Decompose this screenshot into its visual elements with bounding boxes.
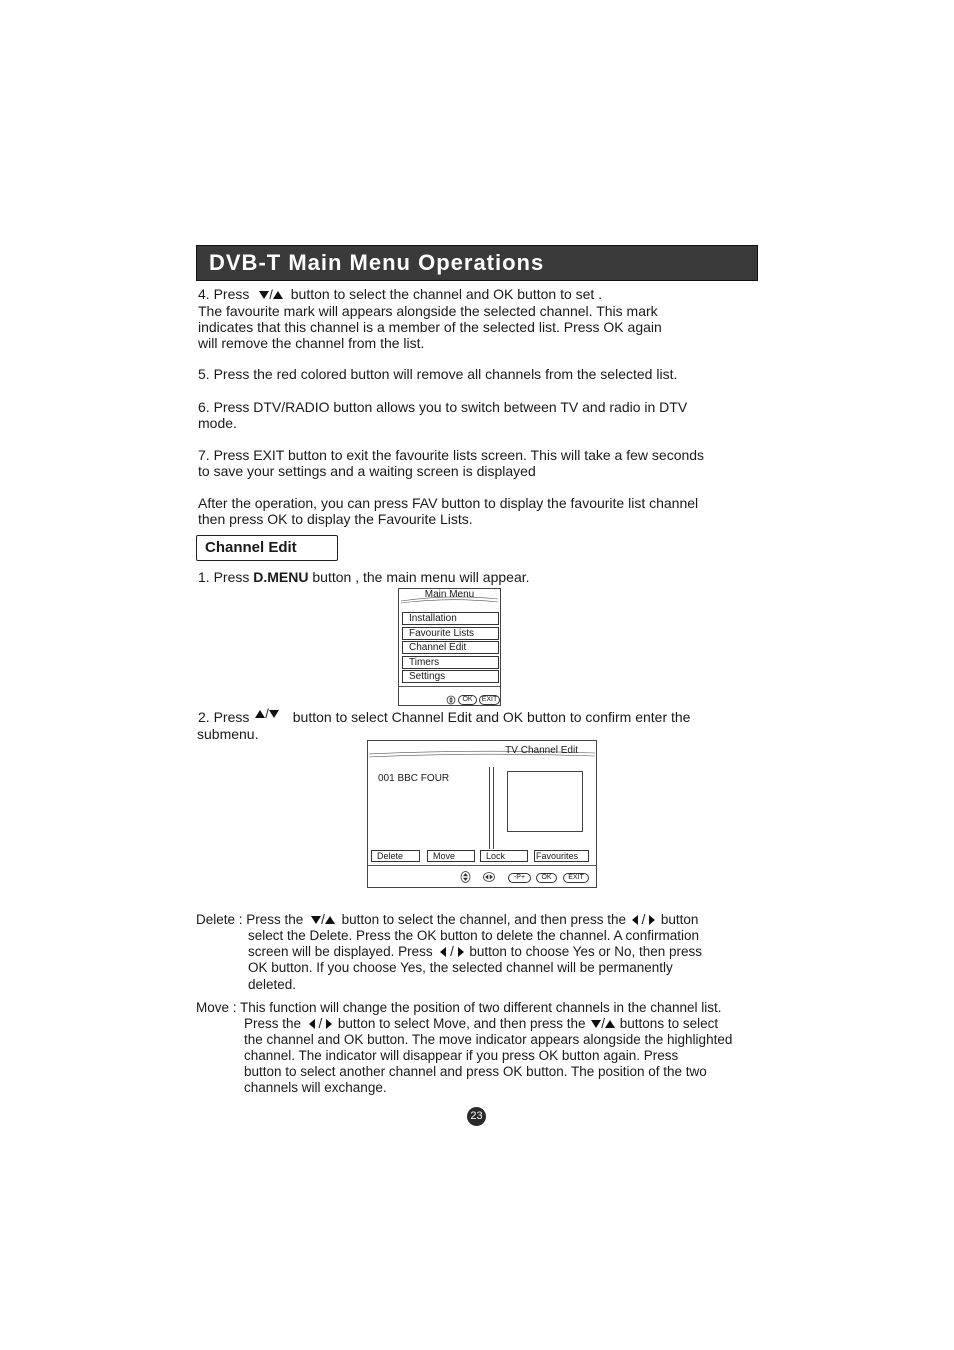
delete-text: deleted. (248, 977, 297, 992)
favourites-button[interactable] (534, 850, 589, 862)
channel-list-item[interactable]: 001 BBC FOUR (378, 773, 450, 784)
after-line: After the operation, you can press FAV button to display the favourite list channel (198, 495, 699, 511)
move-button-label: Move (433, 851, 456, 861)
step-4-prefix: 4. Press (198, 286, 250, 302)
menu-item-installation[interactable] (402, 612, 499, 625)
left-right-arrow-icon: / (440, 944, 463, 959)
menu-item-settings[interactable] (402, 670, 499, 683)
ce-step-1-prefix: 1. Press (198, 569, 254, 585)
ok-key: OK (536, 873, 557, 883)
step-5 (198, 366, 773, 382)
menu-item-timers[interactable] (402, 656, 499, 669)
menu-item-label: Favourite Lists (409, 628, 475, 639)
move-description (196, 1000, 732, 1096)
dmenu-key: D.MENU (253, 569, 309, 585)
channel-list-scrollbar[interactable] (489, 767, 494, 849)
page-number: 23 (467, 1107, 486, 1126)
left-right-nav-icon (483, 872, 495, 882)
tv-channel-edit-title: TV Channel Edit (505, 745, 578, 756)
tv-channel-edit-screen (367, 740, 597, 888)
step-4 (198, 286, 773, 351)
main-menu-screen (398, 588, 501, 706)
page-title-banner (196, 245, 758, 281)
menu-item-label: Timers (409, 657, 440, 668)
menu-item-label: Settings (409, 671, 446, 682)
move-text: Move : This function will change the position of two different channels in the channel list. (196, 1000, 722, 1015)
left-right-arrow-icon: / (632, 912, 655, 927)
step-6 (198, 399, 773, 431)
down-up-arrow-icon: / (311, 912, 335, 927)
step-4-line: indicates that this channel is a member of the selected list. Press OK again (198, 319, 662, 335)
up-down-arrow-icon: / (255, 705, 279, 721)
step-6-line: mode. (198, 415, 237, 431)
step-7-line: 7. Press EXIT button to exit the favourite lists screen. This will take a few seconds (198, 447, 705, 463)
up-down-nav-icon (460, 871, 471, 883)
menu-item-channel-edit[interactable] (402, 641, 499, 654)
delete-description (196, 912, 702, 993)
move-button[interactable] (427, 850, 475, 862)
page-title: DVB-T Main Menu Operations (209, 250, 545, 275)
lock-button-label: Lock (486, 851, 506, 861)
section-heading: Channel Edit (205, 539, 297, 556)
move-text: Press the (244, 1016, 302, 1031)
down-up-arrow-icon: / (259, 286, 283, 302)
menu-item-label: Channel Edit (409, 642, 467, 653)
navigate-icon (446, 695, 456, 705)
tv-divider (368, 865, 596, 866)
delete-text: button to select the channel, and then press the (341, 912, 627, 927)
menu-item-label: Installation (409, 613, 457, 624)
down-up-arrow-icon: / (591, 1016, 615, 1031)
move-text: the channel and OK button. The move indicator appears alongside the highlighted (244, 1032, 733, 1047)
step-5-text: 5. Press the red colored button will remove all channels from the selected list. (198, 366, 678, 382)
delete-text: button to choose Yes or No, then press (469, 944, 703, 959)
after-operation (198, 495, 773, 527)
lock-button[interactable] (480, 850, 528, 862)
menu-divider (399, 686, 500, 687)
ce-step-2-prefix: 2. Press (198, 709, 250, 725)
ok-key: OK (458, 695, 477, 705)
move-text: button to select another channel and press OK button. The position of the two (244, 1064, 707, 1079)
step-6-line: 6. Press DTV/RADIO button allows you to switch between TV and radio in DTV (198, 399, 688, 415)
exit-key: EXIT (563, 873, 589, 883)
section-heading-box (196, 535, 338, 561)
preview-window (507, 771, 583, 832)
delete-text: button (660, 912, 699, 927)
ce-step-2-line2: submenu. (197, 726, 259, 742)
delete-text: screen will be displayed. Press (248, 944, 433, 959)
delete-text: select the Delete. Press the OK button to delete the channel. A confirmation (248, 928, 700, 943)
ce-step-2-suffix: button to select Channel Edit and OK button to confirm enter the (292, 709, 691, 725)
exit-key: EXIT (479, 695, 500, 705)
favourites-button-label: Favourites (536, 851, 579, 861)
move-text: buttons to select (619, 1016, 719, 1031)
step-4-suffix: button to select the channel and OK button to set . (290, 286, 603, 302)
move-text: channels will exchange. (244, 1080, 387, 1095)
menu-item-favourite-lists[interactable] (402, 627, 499, 640)
step-7 (198, 447, 773, 479)
channel-edit-step-2 (197, 706, 773, 742)
delete-text: OK button. If you choose Yes, the selected channel will be permanently (248, 960, 673, 975)
delete-label: Delete : Press the (196, 912, 304, 927)
move-text: button to select Move, and then press the (337, 1016, 586, 1031)
left-right-arrow-icon: / (309, 1016, 332, 1031)
step-4-line: will remove the channel from the list. (198, 335, 425, 351)
after-line: then press OK to display the Favourite Lists. (198, 511, 473, 527)
channel-edit-step-1 (198, 569, 773, 585)
page-key: -P+ (508, 873, 531, 883)
delete-button[interactable] (371, 850, 420, 862)
main-menu-title: Main Menu (424, 589, 475, 600)
delete-button-label: Delete (377, 851, 404, 861)
step-4-line: The favourite mark will appears alongside the selected channel. This mark (198, 303, 658, 319)
move-text: channel. The indicator will disappear if you press OK button again. Press (244, 1048, 679, 1063)
ce-step-1-suffix: button , the main menu will appear. (308, 569, 530, 585)
step-7-line: to save your settings and a waiting screen is displayed (198, 463, 536, 479)
